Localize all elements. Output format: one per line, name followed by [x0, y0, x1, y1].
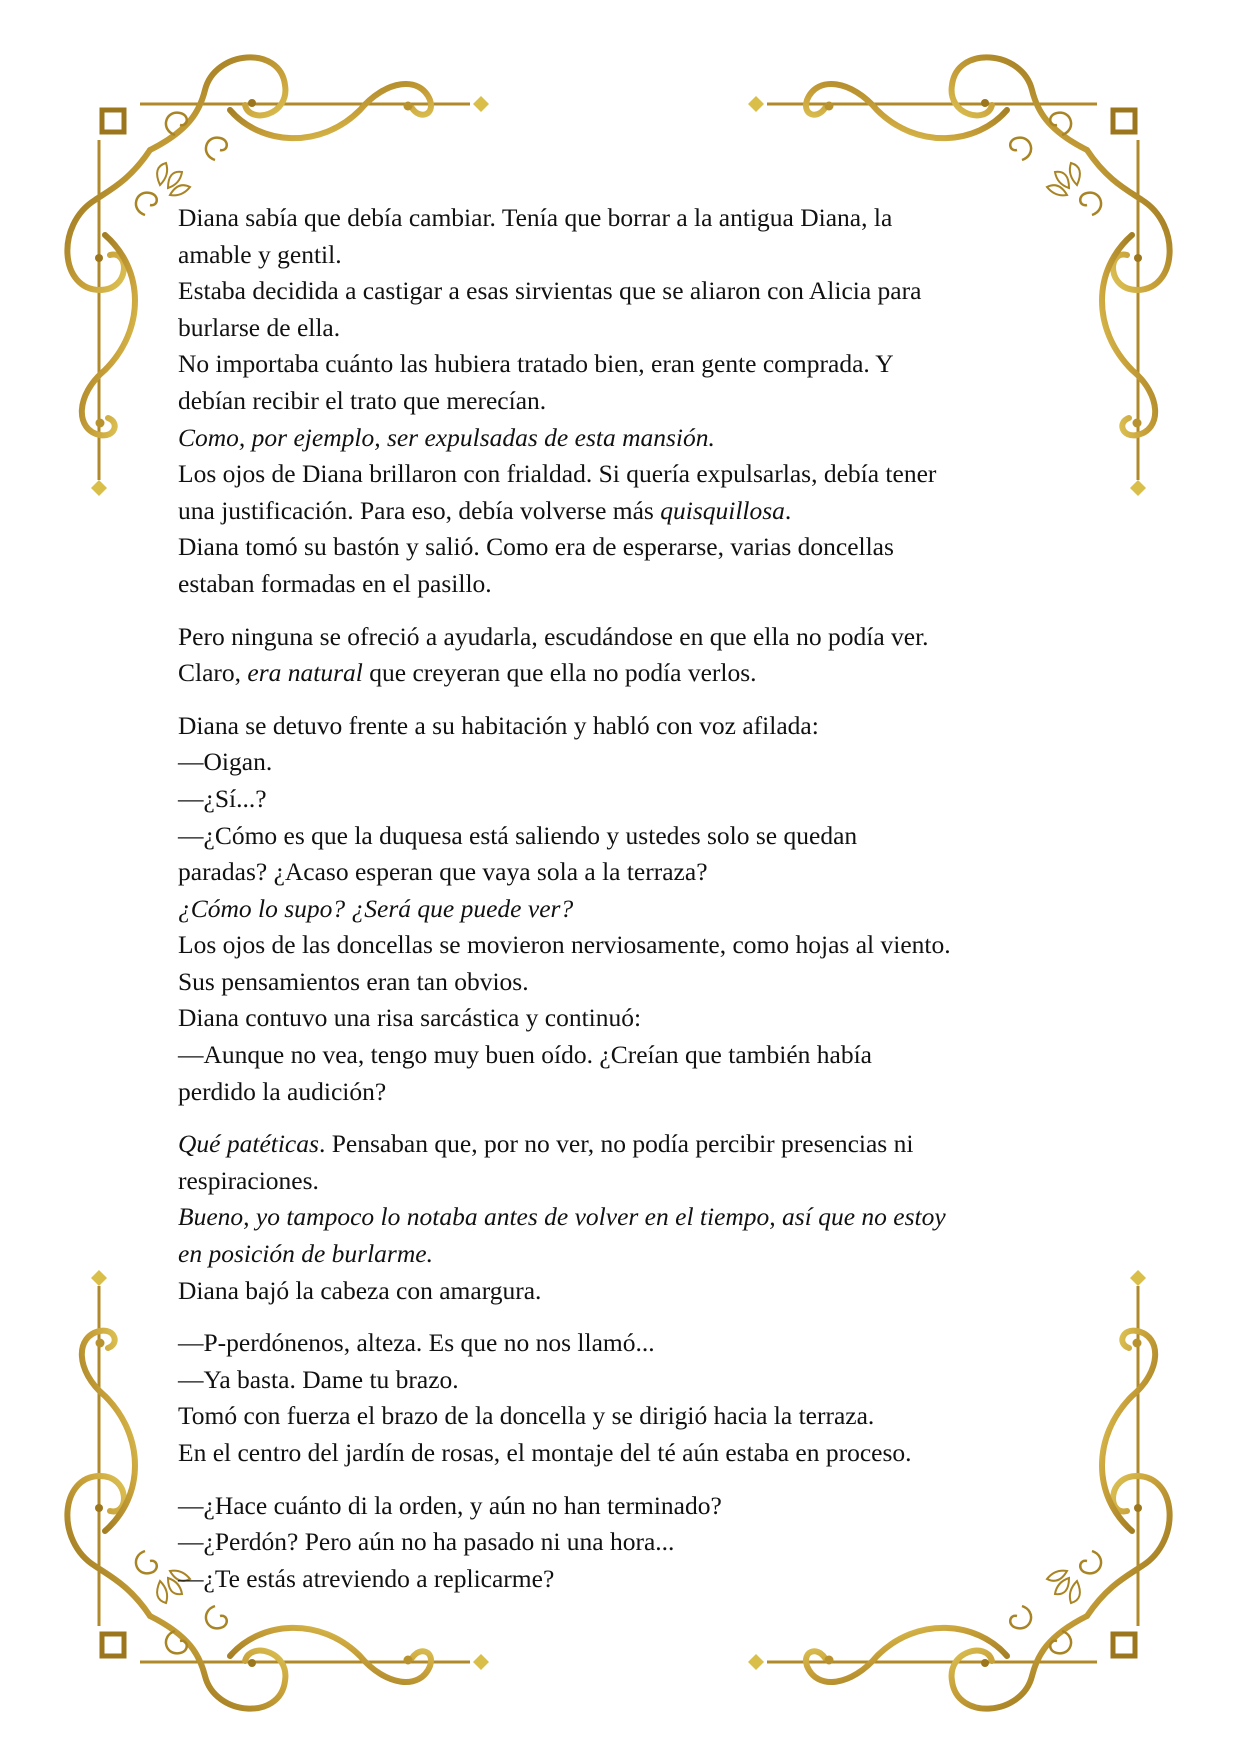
text-line: [178, 346, 1078, 383]
text-run: Diana tomó su bastón y salió. Como era de esperarse, varias doncellas: [178, 532, 894, 562]
text-line: [178, 1163, 1078, 1200]
text-line: [178, 1000, 1078, 1037]
paragraph: [178, 1325, 1078, 1471]
text-line: [178, 383, 1078, 420]
text-line: [178, 744, 1078, 781]
text-line: [178, 964, 1078, 1001]
text-run: . Pensaban que, por no ver, no podía percibir presencias ni: [318, 1129, 914, 1159]
text-line: [178, 1074, 1078, 1111]
text-run: —¿Te estás atreviendo a replicarme?: [178, 1563, 555, 1593]
text-line: [178, 566, 1078, 603]
text-run: Diana contuvo una risa sarcástica y continuó:: [178, 1003, 642, 1033]
text-run: —Aunque no vea, tengo muy buen oído. ¿Creían que también había: [178, 1040, 872, 1070]
text-run: No importaba cuánto las hubiera tratado bien, eran gente comprada. Y: [178, 349, 894, 379]
italic-text: quisquillosa: [660, 495, 785, 525]
italic-text: ¿Cómo lo supo? ¿Será que puede ver?: [178, 893, 574, 923]
text-run: Diana bajó la cabeza con amargura.: [178, 1275, 542, 1305]
text-run: Los ojos de Diana brillaron con frialdad. Si quería expulsarlas, debía tener: [178, 459, 937, 489]
text-line: [178, 1398, 1078, 1435]
italic-text: era natural: [247, 658, 363, 688]
text-run: burlarse de ella.: [178, 312, 341, 342]
text-run: .: [784, 495, 792, 525]
text-line: [178, 1325, 1078, 1362]
story-text: [178, 200, 1078, 1597]
text-line: [178, 1126, 1078, 1163]
text-run: —Oigan.: [178, 747, 273, 777]
italic-text: en posición de burlarme.: [178, 1239, 433, 1269]
text-line: [178, 781, 1078, 818]
text-run: Diana se detuvo frente a su habitación y habló con voz afilada:: [178, 710, 819, 740]
text-line: [178, 1524, 1078, 1561]
text-line: [178, 310, 1078, 347]
text-line: [178, 1236, 1078, 1273]
text-line: [178, 420, 1078, 457]
text-run: —¿Cómo es que la duquesa está saliendo y ustedes solo se quedan: [178, 820, 858, 850]
italic-text: Como, por ejemplo, ser expulsadas de esta mansión.: [178, 422, 715, 452]
text-line: [178, 1561, 1078, 1598]
paragraph: [178, 708, 1078, 1111]
text-line: [178, 1488, 1078, 1525]
text-line: [178, 273, 1078, 310]
text-line: [178, 1199, 1078, 1236]
text-line: [178, 1362, 1078, 1399]
text-run: —¿Perdón? Pero aún no ha pasado ni una hora...: [178, 1527, 675, 1557]
text-line: [178, 708, 1078, 745]
text-line: [178, 818, 1078, 855]
text-line: [178, 1273, 1078, 1310]
text-run: amable y gentil.: [178, 239, 342, 269]
paragraph: [178, 200, 1078, 603]
text-run: Los ojos de las doncellas se movieron nerviosamente, como hojas al viento.: [178, 930, 951, 960]
paragraph: [178, 1126, 1078, 1309]
text-run: Diana sabía que debía cambiar. Tenía que borrar a la antigua Diana, la: [178, 203, 893, 232]
text-run: Sus pensamientos eran tan obvios.: [178, 966, 529, 996]
text-run: estaban formadas en el pasillo.: [178, 568, 492, 598]
text-run: —P-perdónenos, alteza. Es que no nos llamó...: [178, 1328, 655, 1358]
text-run: respiraciones.: [178, 1165, 319, 1195]
text-line: [178, 891, 1078, 928]
text-line: [178, 655, 1078, 692]
text-run: Estaba decidida a castigar a esas sirvientas que se aliaron con Alicia para: [178, 276, 922, 306]
text-line: [178, 200, 1078, 237]
paragraph: [178, 1488, 1078, 1598]
text-run: —Ya basta. Dame tu brazo.: [178, 1364, 459, 1394]
text-run: perdido la audición?: [178, 1076, 387, 1106]
text-run: Tomó con fuerza el brazo de la doncella y se dirigió hacia la terraza.: [178, 1401, 875, 1431]
text-run: que creyeran que ella no podía verlos.: [362, 658, 757, 688]
text-run: Claro,: [178, 658, 248, 688]
text-line: [178, 1037, 1078, 1074]
text-run: En el centro del jardín de rosas, el montaje del té aún estaba en proceso.: [178, 1438, 912, 1467]
paragraph: [178, 619, 1078, 692]
italic-text: Qué patéticas: [178, 1129, 319, 1159]
text-line: [178, 1435, 1078, 1472]
text-line: [178, 237, 1078, 274]
text-run: paradas? ¿Acaso esperan que vaya sola a la terraza?: [178, 857, 708, 887]
text-run: una justificación. Para eso, debía volverse más: [178, 495, 661, 525]
text-line: [178, 619, 1078, 656]
text-line: [178, 529, 1078, 566]
text-line: [178, 854, 1078, 891]
text-line: [178, 493, 1078, 530]
text-run: debían recibir el trato que merecían.: [178, 385, 547, 415]
text-run: —¿Sí...?: [178, 783, 267, 813]
text-run: —¿Hace cuánto di la orden, y aún no han terminado?: [178, 1490, 722, 1520]
text-run: Pero ninguna se ofreció a ayudarla, escudándose en que ella no podía ver.: [178, 621, 929, 651]
text-line: [178, 456, 1078, 493]
text-line: [178, 927, 1078, 964]
italic-text: Bueno, yo tampoco lo notaba antes de volver en el tiempo, así que no estoy: [178, 1202, 946, 1232]
